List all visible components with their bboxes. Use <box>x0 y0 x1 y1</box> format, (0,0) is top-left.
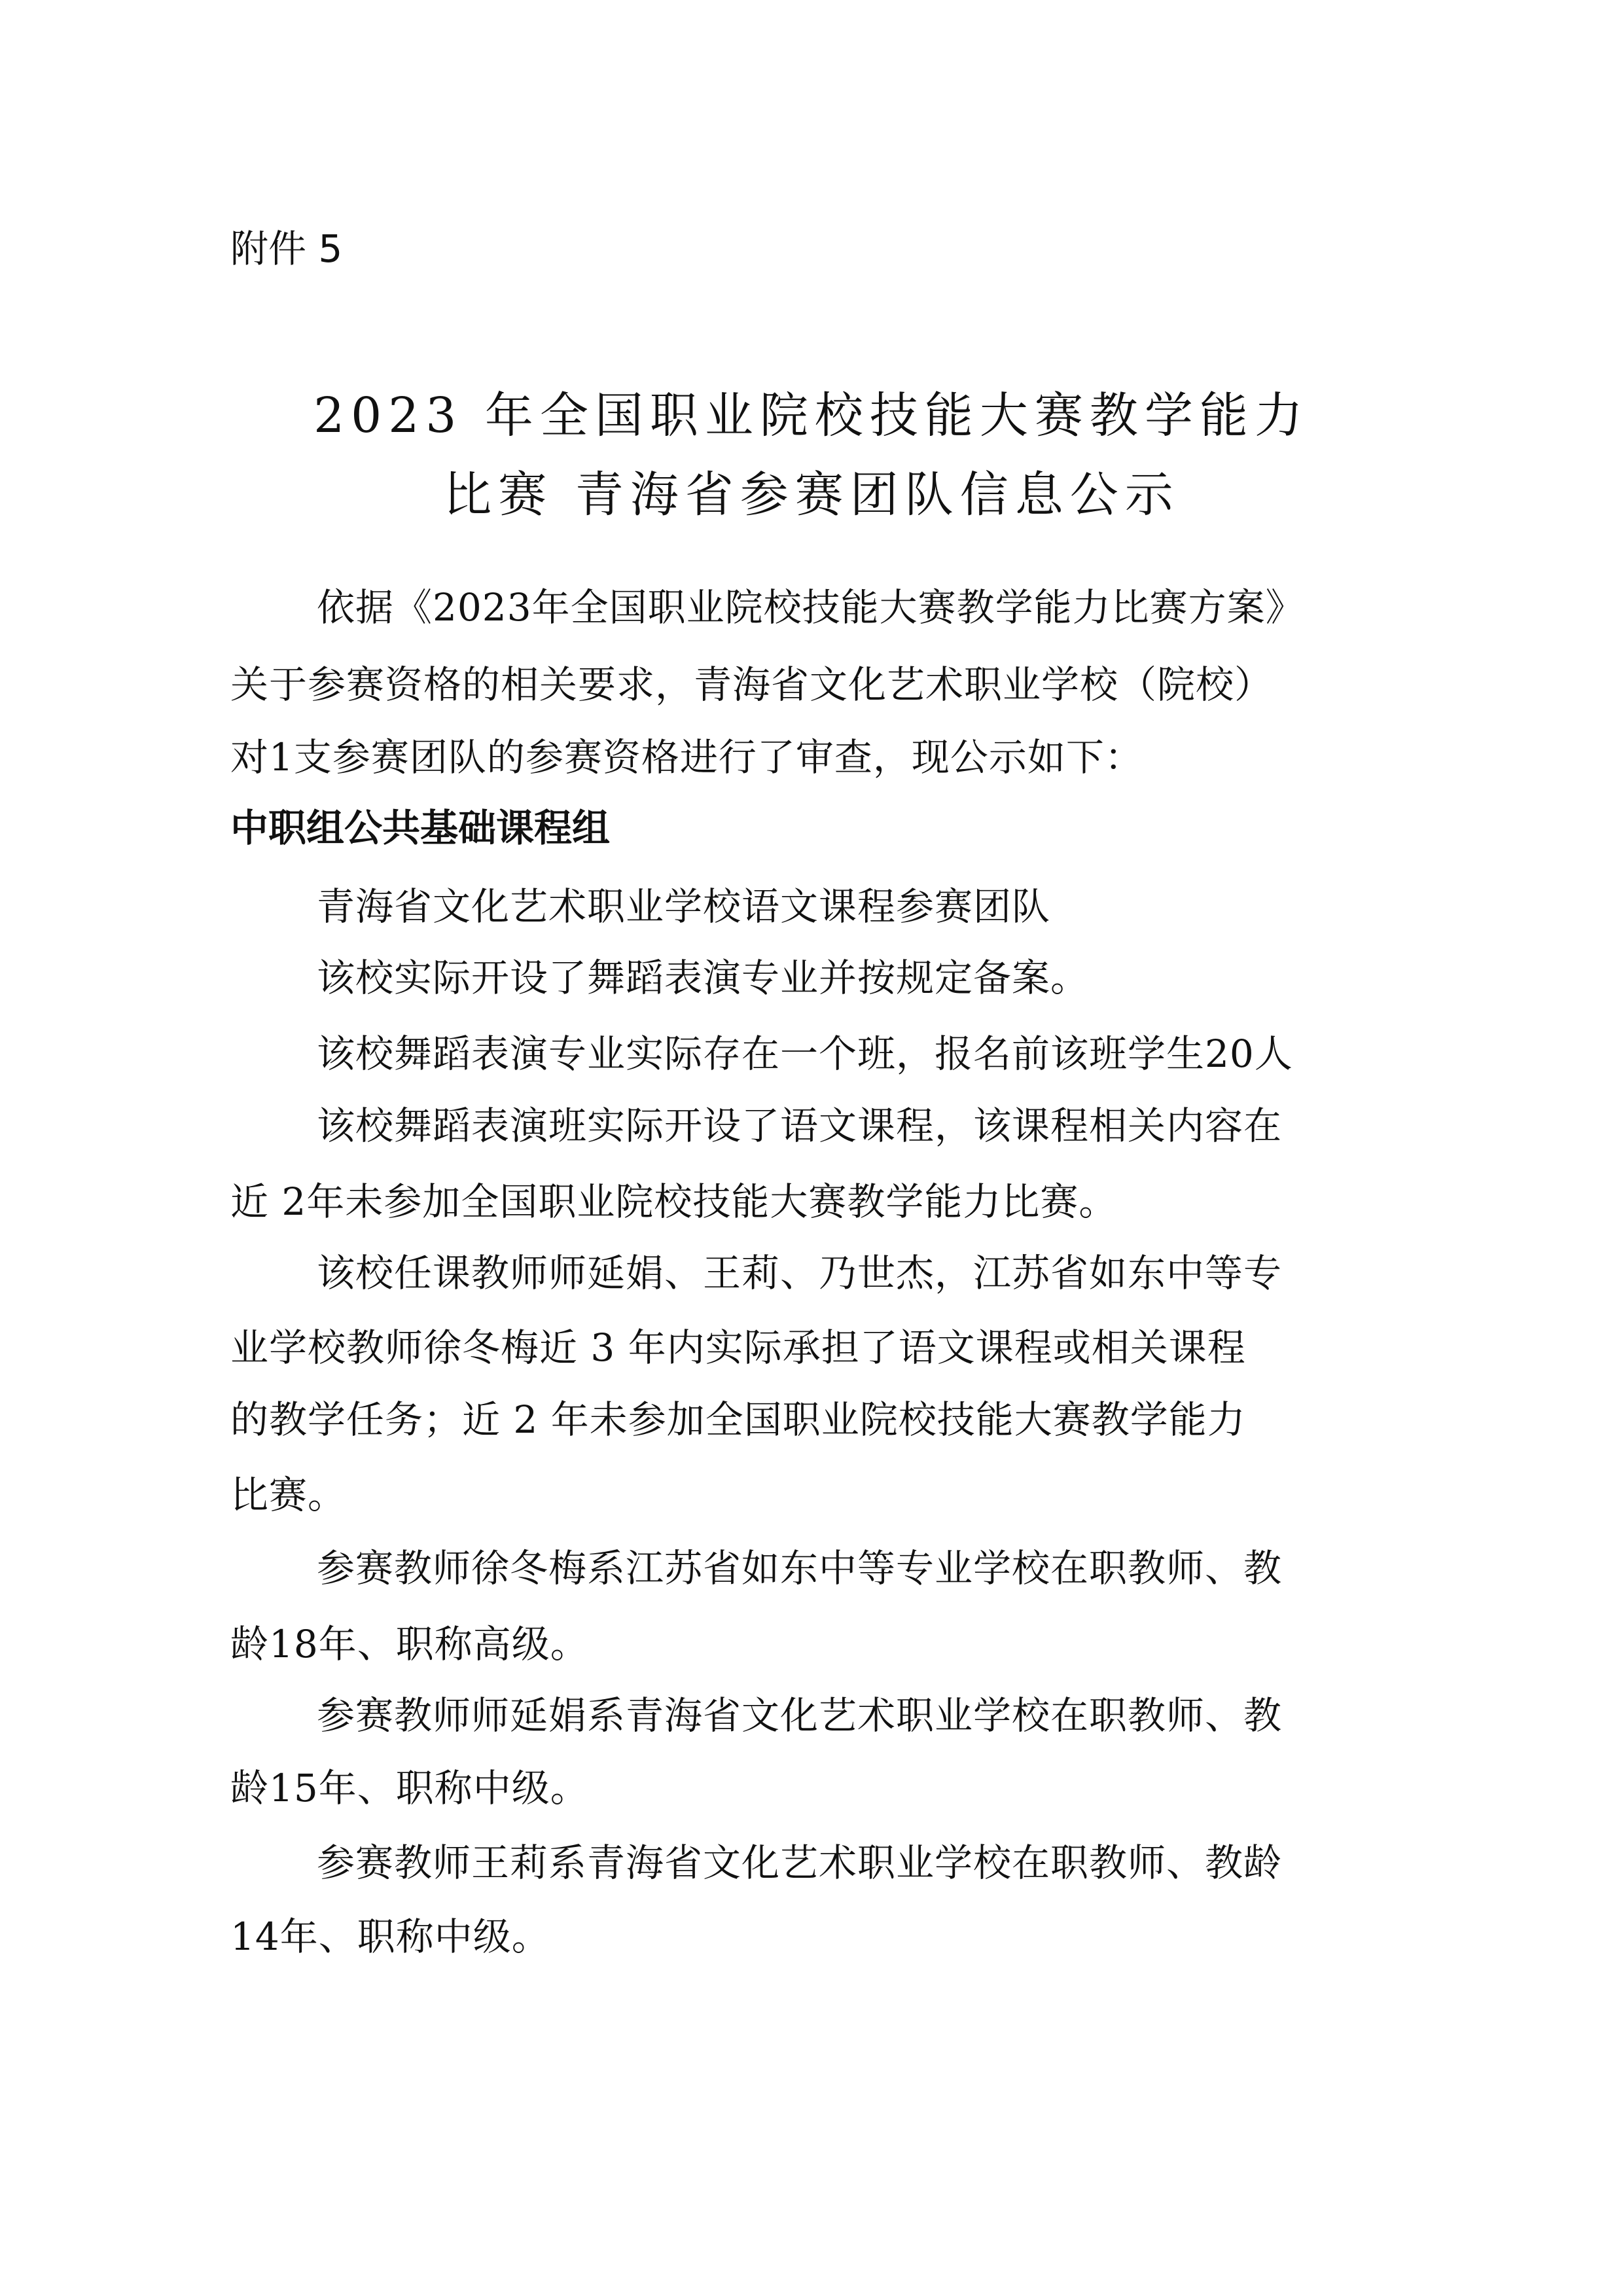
section-heading: 中职组公共基础课程组 <box>230 806 611 850</box>
body-line: 该校实际开设了舞蹈表演专业并按规定备案。 <box>317 956 1090 1000</box>
intro-line-3: 对1支参赛团队的参赛资格进行了审查，现公示如下： <box>230 735 1143 780</box>
document-title-line-1: 2023 年全国职业院校技能大赛教学能力 <box>313 387 1310 444</box>
body-line: 该校舞蹈表演班实际开设了语文课程，该课程相关内容在 <box>317 1103 1283 1148</box>
body-line: 的教学任务；近 2 年未参加全国职业院校技能大赛教学能力 <box>230 1397 1246 1442</box>
body-line: 龄18年、职称高级。 <box>230 1622 589 1666</box>
body-line: 龄15年、职称中级。 <box>230 1766 589 1810</box>
attachment-label: 附件 5 <box>230 226 343 271</box>
body-line: 近 2年未参加全国职业院校技能大赛教学能力比赛。 <box>230 1179 1118 1224</box>
body-line: 参赛教师徐冬梅系江苏省如东中等专业学校在职教师、教 <box>317 1546 1283 1590</box>
body-line: 参赛教师王莉系青海省文化艺术职业学校在职教师、教龄 <box>317 1840 1283 1885</box>
body-line: 该校舞蹈表演专业实际存在一个班，报名前该班学生20人 <box>317 1031 1293 1076</box>
team-name: 青海省文化艺术职业学校语文课程参赛团队 <box>317 884 1051 929</box>
intro-line-2: 关于参赛资格的相关要求，青海省文化艺术职业学校（院校） <box>230 662 1274 707</box>
body-line: 参赛教师师延娟系青海省文化艺术职业学校在职教师、教 <box>317 1693 1283 1738</box>
body-line: 业学校教师徐冬梅近 3 年内实际承担了语文课程或相关课程 <box>230 1325 1246 1370</box>
document-title-line-2: 比赛 青海省参赛团队信息公示 <box>443 467 1180 523</box>
body-line: 比赛。 <box>230 1473 347 1517</box>
intro-line-1: 依据《2023年全国职业院校技能大赛教学能力比赛方案》 <box>317 585 1304 630</box>
body-line: 14年、职称中级。 <box>230 1914 550 1959</box>
body-line: 该校任课教师师延娟、王莉、乃世杰，江苏省如东中等专 <box>317 1251 1283 1295</box>
